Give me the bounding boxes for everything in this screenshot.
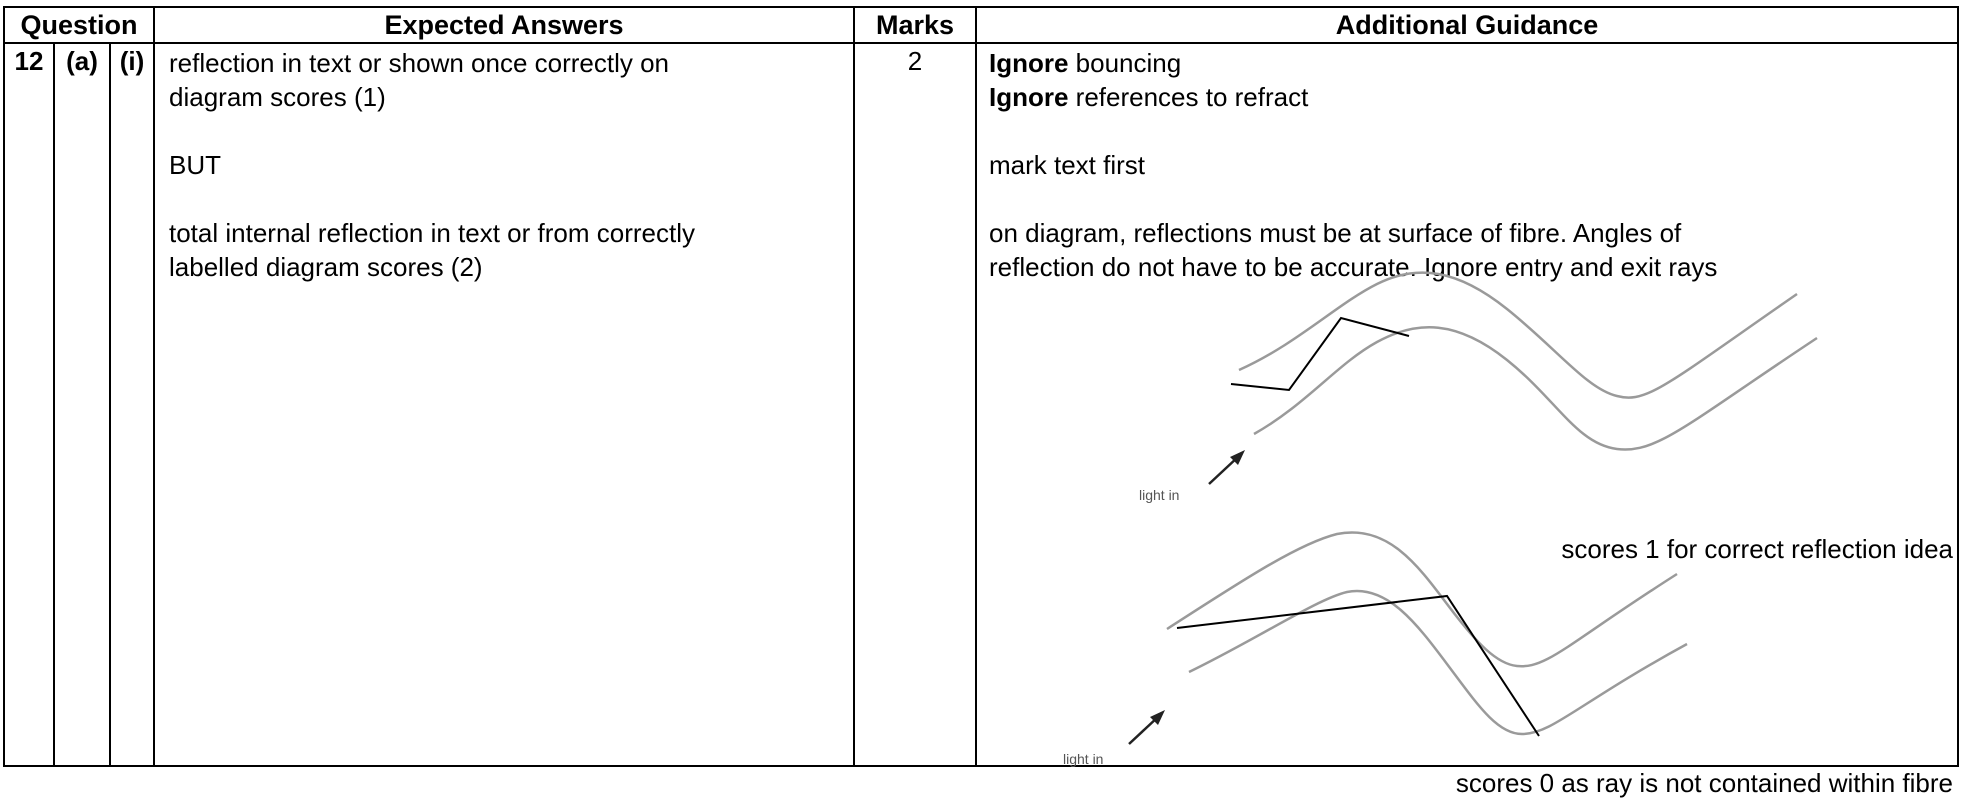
question-row (4, 43, 1958, 766)
light-ray-correct (1231, 318, 1409, 390)
light-in-label: light in (1063, 751, 1104, 767)
header-question: Question (4, 7, 154, 43)
ignore-keyword: Ignore (989, 82, 1069, 112)
header-additional-guidance: Additional Guidance (976, 7, 1958, 43)
guidance-cell (976, 43, 1958, 798)
light-in-label: light in (1139, 487, 1180, 503)
answer-line: diagram scores (1) (169, 82, 386, 112)
guidance-ignore-bouncing: Ignore bouncing (989, 48, 1182, 78)
ignore-keyword: Ignore (989, 48, 1069, 78)
answer-line: total internal reflection in text or from correctly (169, 218, 695, 248)
answer-line: labelled diagram scores (2) (169, 252, 483, 282)
question-part: (a) (54, 43, 110, 766)
fibre-inner-wall (1254, 327, 1817, 449)
header-row (4, 7, 1958, 43)
light-ray-incorrect (1177, 596, 1539, 736)
fibre-outer-wall (1239, 273, 1797, 398)
header-expected-answers: Expected Answers (154, 7, 854, 43)
fibre-diagrams (977, 44, 1957, 769)
expected-answers-cell (154, 43, 854, 766)
answer-but: BUT (169, 150, 221, 180)
answer-line: reflection in text or shown once correctly on (169, 48, 670, 78)
diagram-incorrect-reflection (1063, 532, 1687, 767)
question-subpart: (i) (110, 43, 154, 766)
question-number: 12 (4, 43, 54, 766)
diagram-correct-reflection (1139, 273, 1817, 503)
caption-incorrect: scores 0 as ray is not contained within fibre (1455, 768, 1953, 798)
guidance-line: on diagram, reflections must be at surface of fibre. Angles of (989, 218, 1682, 248)
caption-correct: scores 1 for correct reflection idea (1561, 534, 1953, 564)
fibre-inner-wall (1189, 591, 1687, 734)
header-marks: Marks (854, 7, 976, 43)
mark-scheme-table (3, 6, 1959, 798)
guidance-mark-text-first: mark text first (989, 150, 1146, 180)
marks-value: 2 (854, 43, 976, 766)
guidance-ignore-refract: Ignore references to refract (989, 82, 1309, 112)
guidance-line: reflection do not have to be accurate. Ignore entry and exit rays (989, 252, 1718, 282)
